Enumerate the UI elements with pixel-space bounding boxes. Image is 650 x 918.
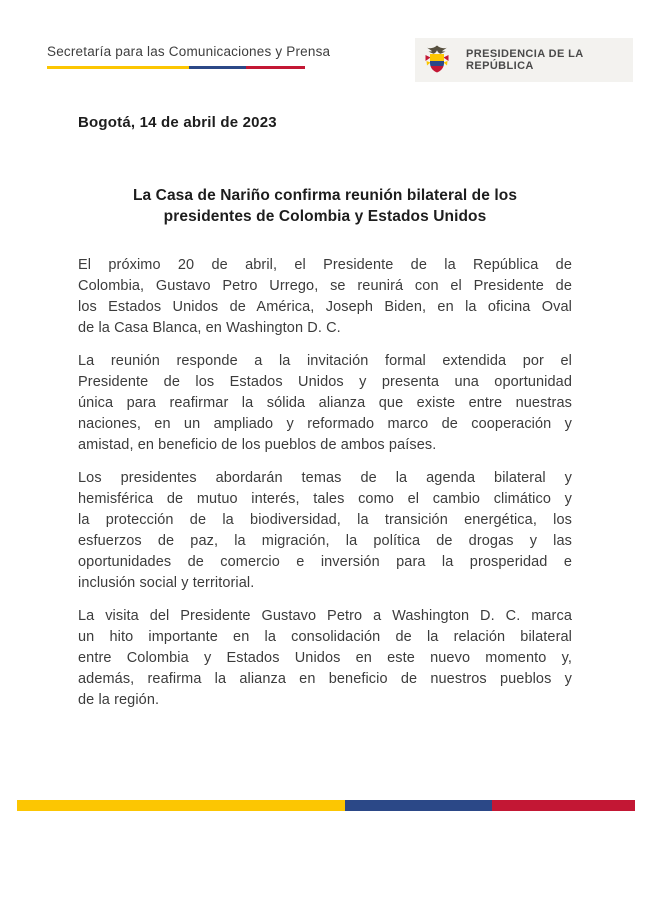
department-label: Secretaría para las Comunicaciones y Prensa (47, 44, 331, 59)
flag-blue-segment (189, 66, 246, 69)
title-line-2: presidentes de Colombia y Estados Unidos (163, 208, 487, 225)
flag-blue-segment (345, 800, 492, 811)
document-title (78, 185, 572, 227)
paragraph-2: La reunión responde a la invitación formal extendida por el Presidente de los Estados Unidos y presenta una oportunidad única para reafirmar la sólida alianza que existe entre nuestras naciones, en un ampliado y reformado marco de cooperación y amistad, en beneficio de los pueblos de ambos países. (78, 353, 572, 453)
flag-red-segment (246, 66, 305, 69)
document-body (78, 255, 572, 723)
paragraph-4: La visita del Presidente Gustavo Petro a Washington D. C. marca un hito importante en la consolidación de la relación bilateral entre Colombia y Estados Unidos en este nuevo momento y, además, reafirma la alianza en beneficio de nuestros pueblos y de la región. (78, 608, 572, 708)
paragraph-3: Los presidentes abordarán temas de la agenda bilateral y hemisférica de mutuo interés, tales como el cambio climático y la protección de la biodiversidad, la transición energética, los esfuerzos de paz, la migración, la política de drogas y las oportunidades de comercio e inversión para la prosperidad e inclusión social y territorial. (78, 470, 572, 591)
header-tricolor-line (47, 66, 305, 69)
title-line-1: La Casa de Nariño confirma reunión bilateral de los (132, 187, 518, 204)
flag-yellow-segment (17, 800, 345, 811)
presidencia-label: PRESIDENCIA DE LA REPÚBLICA (466, 48, 584, 72)
colombia-coat-of-arms-icon (424, 45, 450, 75)
dateline: Bogotá, 14 de abril de 2023 (78, 114, 277, 131)
paragraph-1: El próximo 20 de abril, el Presidente de la República de Colombia, Gustavo Petro Urrego, se reunirá con el Presidente de los Estados Unidos de América, Joseph Biden, en la oficina Oval de la Casa Blanca, en Washington D. C. (78, 257, 572, 336)
flag-red-segment (492, 800, 635, 811)
presidencia-logo-box (415, 38, 633, 82)
flag-yellow-segment (47, 66, 189, 69)
footer-tricolor-bar (17, 800, 635, 811)
